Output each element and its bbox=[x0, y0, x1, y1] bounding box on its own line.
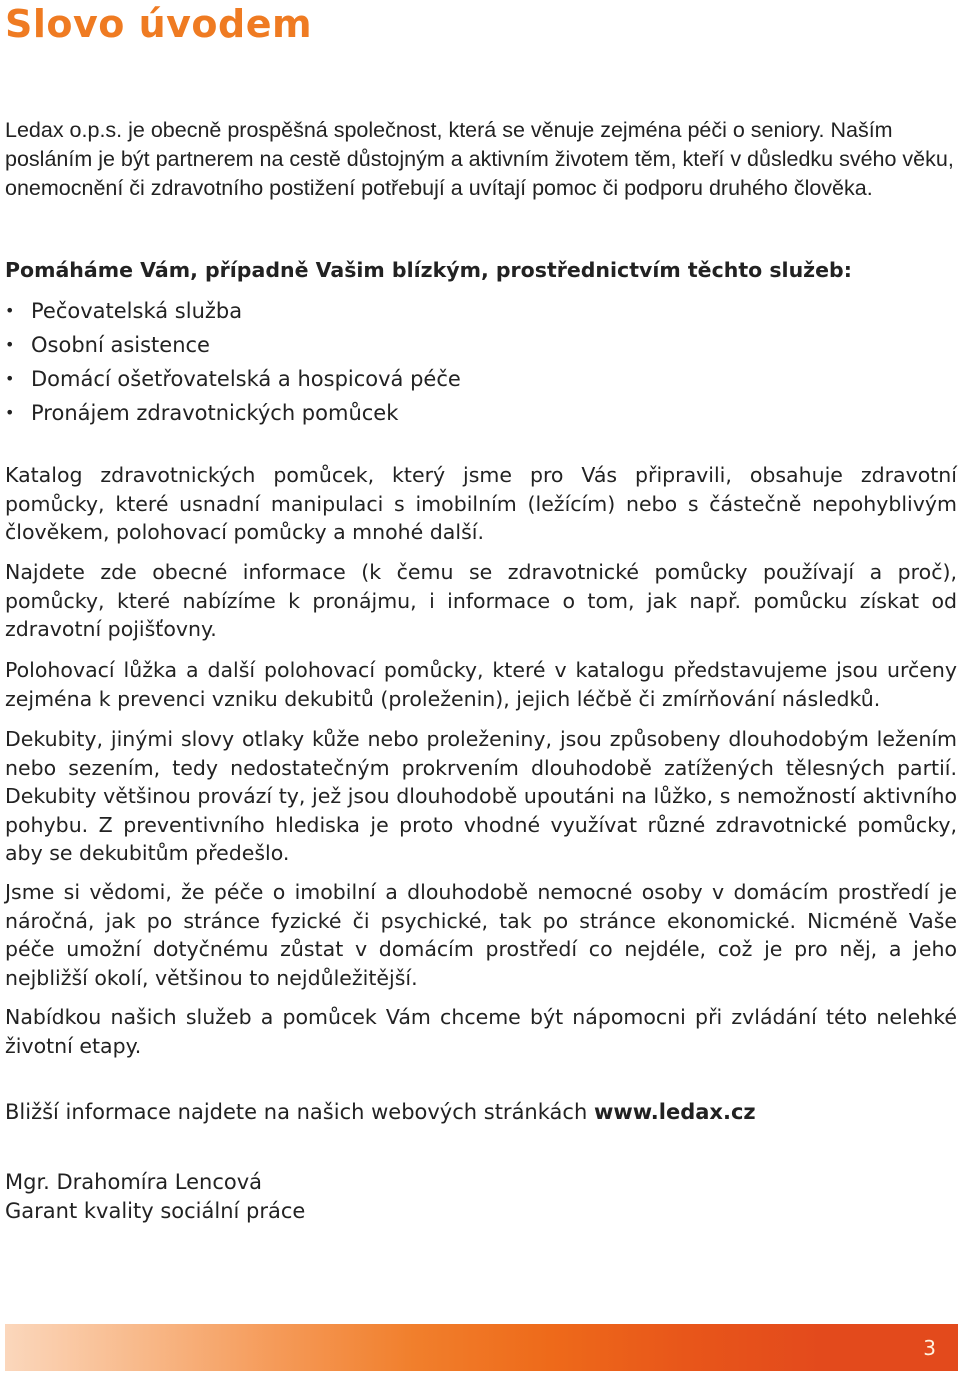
signature-role: Garant kvality sociální práce bbox=[5, 1199, 306, 1223]
footer-bar bbox=[5, 1324, 958, 1371]
footer-segment bbox=[5, 1324, 141, 1371]
list-item bbox=[5, 396, 461, 430]
website-link[interactable]: www.ledax.cz bbox=[593, 1100, 756, 1124]
services-list bbox=[5, 294, 461, 430]
footer-segment bbox=[550, 1324, 686, 1371]
footer-segment bbox=[413, 1324, 549, 1371]
page-number: 3 bbox=[923, 1336, 936, 1360]
signature-name: Mgr. Drahomíra Lencová bbox=[5, 1170, 263, 1194]
beds-paragraph: Polohovací lůžka a další polohovací pomůcky, které v katalogu představujeme jsou určeny zejména k prevenci vzniku dekubitů (proleženin), jejich léčbě či zmírňování následků. bbox=[5, 658, 957, 711]
bullet-icon: • bbox=[5, 369, 15, 388]
bullet-icon: • bbox=[5, 335, 15, 354]
footer-segment bbox=[277, 1324, 413, 1371]
services-heading: Pomáháme Vám, případně Vašim blízkým, prostřednictvím těchto služeb: bbox=[5, 258, 852, 282]
bullet-icon: • bbox=[5, 403, 15, 422]
footer-segment bbox=[822, 1324, 958, 1371]
service-label: Domácí ošetřovatelská a hospicová péče bbox=[31, 367, 461, 391]
care-paragraph: Jsme si vědomi, že péče o imobilní a dlouhodobě nemocné osoby v domácím prostředí je náročná, jak po stránce fyzické či psychické, tak po stránce ekonomické. Nicméně Vaše péče umožní dotyčnému zůstat v domácím prostředí co nejdéle, což je pro něj, a jeho nejbližší okolí, většinou to nejdůležitější. bbox=[5, 880, 957, 990]
intro-paragraph: Ledax o.p.s. je obecně prospěšná společnost, která se věnuje zejména péči o seniory. Naším posláním je být partnerem na cestě důstojným a aktivním životem těm, kteří v důsledku svého věku, onemocnění či zdravotního postižení potřebují a uvítají pomoc či podporu druhého člověka. bbox=[5, 118, 954, 200]
list-item bbox=[5, 328, 461, 362]
info-paragraph: Najdete zde obecné informace (k čemu se zdravotnické pomůcky používají a proč), pomůcky, které nabízíme k pronájmu, i informace o tom, jak např. pomůcku získat od zdravotní pojišťovny. bbox=[5, 560, 957, 641]
service-label: Pečovatelská služba bbox=[31, 299, 243, 323]
service-label: Osobní asistence bbox=[31, 333, 210, 357]
list-item bbox=[5, 294, 461, 328]
page-title: Slovo úvodem bbox=[5, 2, 313, 46]
contact-text: Bližší informace najdete na našich webových stránkách bbox=[5, 1100, 588, 1124]
offer-paragraph: Nabídkou našich služeb a pomůcek Vám chceme být nápomocni při zvládání této nelehké životní etapy. bbox=[5, 1005, 957, 1058]
footer-segment bbox=[686, 1324, 822, 1371]
list-item bbox=[5, 362, 461, 396]
bedsores-paragraph: Dekubity, jinými slovy otlaky kůže nebo proleženiny, jsou způsobeny dlouhodobým ležením nebo sezením, tedy nedostatečným prokrvením dlouhodobě zatížených tělesných partií. Dekubity většinou provází ty, jež jsou dlouhodobě upoutáni na lůžko, s nemožností aktivního pohybu. Z preventivního hlediska je proto vhodné využívat různé zdravotnické pomůcky, aby se dekubitům předešlo. bbox=[5, 727, 957, 865]
signature bbox=[5, 1168, 305, 1226]
service-label: Pronájem zdravotnických pomůcek bbox=[31, 401, 399, 425]
bullet-icon: • bbox=[5, 301, 15, 320]
catalog-paragraph: Katalog zdravotnických pomůcek, který jsme pro Vás připravili, obsahuje zdravotní pomůcky, které usnadní manipulaci s imobilním (ležícím) nebo s částečně nepohyblivým člověkem, polohovací pomůcky a mnohé další. bbox=[5, 463, 957, 544]
contact-line bbox=[5, 1100, 756, 1124]
footer-segment bbox=[141, 1324, 277, 1371]
